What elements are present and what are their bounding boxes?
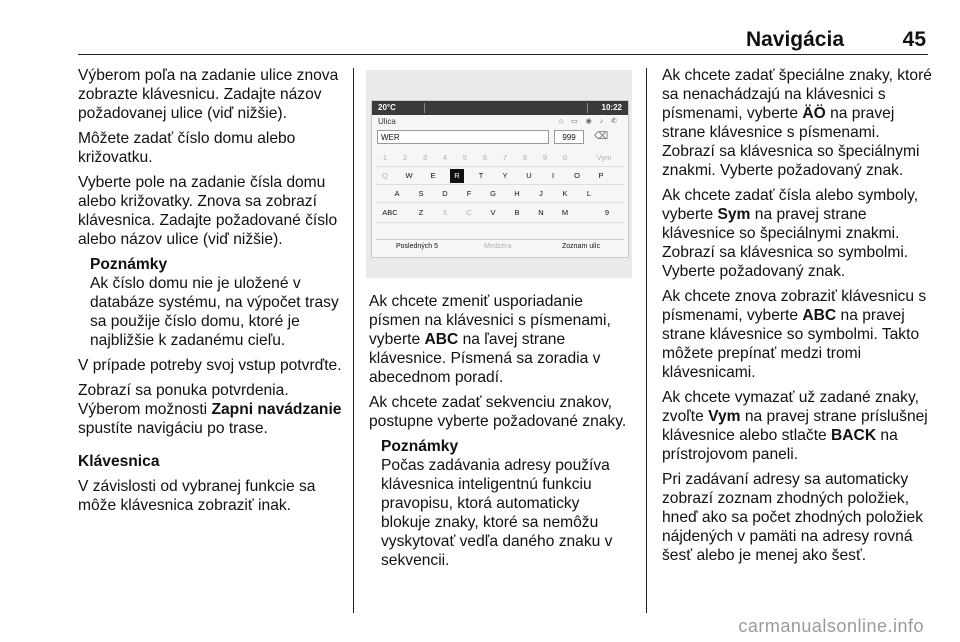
emphasis: ABC: [802, 307, 837, 324]
text: Ak chcete zadať čísla alebo symboly, vyberte: [662, 187, 919, 223]
letter-row-1: [378, 169, 622, 183]
page-header: [78, 26, 928, 55]
backspace-icon: ⌫: [594, 131, 609, 142]
keyboard-key: C: [466, 208, 472, 217]
keyboard-key: J: [539, 189, 543, 198]
text: Zobrazí sa ponuka potvrdenia. Výberom možnosti: [78, 382, 289, 418]
keyboard-key: P: [598, 171, 604, 180]
keyboard-key: 5: [462, 153, 468, 162]
status-icons: ⌂ ▭ ◉ ♪ ✆: [558, 118, 620, 125]
emphasis: ABC: [424, 331, 459, 348]
keyboard-key: Q: [382, 171, 388, 180]
keyboard-key: L: [586, 189, 592, 198]
paragraph: [662, 388, 932, 464]
keyboard-key: R: [450, 169, 464, 183]
paragraph: Vyberte pole na zadanie čísla domu alebo križovatky. Znova sa zobrazí klávesnica. Zadajte požadované číslo alebo názov ulice (viď nižšie).: [78, 174, 338, 248]
note-box: [381, 437, 633, 570]
text: na prístrojovom paneli.: [662, 427, 898, 463]
text: na pravej strane klávesnice so špeciálnymi znakmi. Zobrazí sa klávesnica so symbolmi. Vyberte požadovaný znak.: [662, 206, 909, 280]
keyboard-screenshot: [366, 70, 632, 278]
keyboard-key: Y: [502, 171, 508, 180]
keyboard-key: 4: [442, 153, 448, 162]
keyboard-key: U: [526, 171, 532, 180]
text: spustíte navigáciu po trase.: [78, 420, 268, 437]
column-left: [78, 66, 348, 521]
note-text: Ak číslo domu nie je uložené v databáze systému, na výpočet trasy sa použije číslo domu, ktoré je najbližšie k zadanému cieľu.: [90, 275, 339, 349]
keyboard-key: S: [418, 189, 424, 198]
digit-row: [378, 151, 622, 165]
divider: [376, 222, 624, 223]
text: na pravej strane klávesnice s písmenami. Zobrazí sa klávesnica so špeciálnymi znakmi. Vyberte požadovaný znak.: [662, 105, 920, 179]
keyboard-key: I: [551, 171, 555, 180]
note-title: Poznámky: [90, 256, 168, 273]
paragraph: Pri zadávaní adresy sa automaticky zobrazí zoznam zhodných položiek, hneď ako sa počet zhodných položiek nájdených v pamäti na adresy rovná šesť alebo je menej ako šesť.: [662, 471, 923, 564]
keyboard-key: 0: [562, 153, 568, 162]
paragraph: [662, 287, 932, 382]
text: na pravej strane príslušnej klávesnice alebo stlačte: [662, 408, 928, 444]
note-title: Poznámky: [381, 438, 459, 455]
keyboard-key: G: [490, 189, 496, 198]
temperature: 20°C: [378, 103, 396, 112]
paragraph: [662, 66, 932, 180]
keyboard-key: K: [562, 189, 568, 198]
keyboard-key: X: [442, 208, 448, 217]
street-input: WER: [377, 130, 549, 144]
street-list-button: Zoznam ulíc: [562, 243, 601, 250]
letter-row-3: [378, 206, 622, 220]
divider: [376, 166, 624, 167]
page-number: 45: [902, 28, 926, 51]
clock: 10:22: [601, 103, 622, 112]
keyboard-key: Z: [418, 208, 424, 217]
paragraph: V závislosti od vybranej funkcie sa môže klávesnica zobraziť inak.: [78, 478, 316, 514]
emphasis: ÄÖ: [802, 105, 826, 122]
keyboard-key: 7: [502, 153, 508, 162]
divider: [424, 103, 425, 113]
paragraph: [369, 292, 633, 387]
divider: [587, 103, 588, 113]
keyboard-key: 9: [542, 153, 548, 162]
page-title: Navigácia: [745, 28, 844, 51]
keyboard-key: 8: [522, 153, 528, 162]
emphasis: BACK: [831, 427, 877, 444]
infotainment-screen: [371, 100, 629, 258]
text: na ľavej strane klávesnice. Písmená sa zoradia v abecednom poradí.: [369, 331, 601, 386]
paragraph: Môžete zadať číslo domu alebo križovatku.: [78, 130, 296, 166]
keyboard-key: 1: [382, 153, 388, 162]
keyboard-bottom-bar: [376, 239, 624, 254]
keyboard-key: D: [442, 189, 448, 198]
divider: [376, 184, 624, 185]
column-divider: [353, 68, 354, 613]
note-box: [90, 255, 348, 350]
paragraph: Ak chcete zadať sekvenciu znakov, postupne vyberte požadované znaky.: [369, 394, 627, 430]
paragraph: Výberom poľa na zadanie ulice znova zobrazte klávesnicu. Zadajte názov požadovanej ulice (viď nižšie).: [78, 67, 339, 122]
paragraph: [78, 381, 348, 438]
keyboard-key: V: [490, 208, 496, 217]
keyboard-key: M: [561, 208, 569, 217]
text: Ak chcete zmeniť usporiadanie písmen na klávesnici s písmenami, vyberte: [369, 293, 611, 348]
section-heading: Klávesnica: [78, 453, 160, 470]
emphasis: Vym: [708, 408, 741, 425]
divider: [376, 202, 624, 203]
match-count: 999: [554, 130, 584, 144]
keyboard-key: B: [514, 208, 520, 217]
status-bar: [372, 101, 628, 115]
paragraph: V prípade potreby svoj vstup potvrďte.: [78, 357, 342, 374]
keyboard-key: O: [574, 171, 580, 180]
text: na pravej strane klávesnice so symbolmi. Takto môžete prepínať medzi tromi klávesnicami.: [662, 307, 920, 381]
keyboard-key: T: [478, 171, 484, 180]
text: Ak chcete zadať špeciálne znaky, ktoré sa nenachádzajú na klávesnici s písmenami, vyberte: [662, 67, 932, 122]
space-button: Medzera: [484, 243, 512, 250]
column-middle: [369, 292, 633, 576]
paragraph: [662, 186, 932, 281]
keyboard-key: 9: [604, 208, 610, 217]
keyboard-key: 6: [482, 153, 488, 162]
keyboard-key: A: [394, 189, 400, 198]
keyboard-key: E: [430, 171, 436, 180]
screen-title: Ulica: [378, 117, 396, 126]
text: Ak chcete znova zobraziť klávesnicu s písmenami, vyberte: [662, 288, 927, 324]
column-divider: [646, 68, 647, 613]
keyboard-key: Vym: [596, 153, 612, 162]
keyboard-key: H: [514, 189, 520, 198]
watermark: carmanualsonline.info: [738, 616, 924, 636]
recent-5-button: Posledných 5: [396, 243, 439, 250]
keyboard-key: W: [405, 171, 413, 180]
keyboard-key: F: [466, 189, 472, 198]
keyboard-key: ABC: [382, 208, 398, 217]
keyboard-key: N: [538, 208, 544, 217]
emphasis: Sym: [717, 206, 751, 223]
note-text: Počas zadávania adresy používa klávesnica inteligentnú funkciu pravopisu, ktorá automaticky blokuje znaky, ktoré sa nemôžu vyskytovať vedľa daného znaku v sekvencii.: [381, 457, 613, 569]
column-right: [662, 66, 932, 571]
letter-row-2: [378, 187, 622, 201]
text: Ak chcete vymazať už zadané znaky, zvoľte: [662, 389, 919, 425]
keyboard-key: 2: [402, 153, 408, 162]
keyboard-key: 3: [422, 153, 428, 162]
emphasis: Zapni navádzanie: [211, 401, 342, 418]
